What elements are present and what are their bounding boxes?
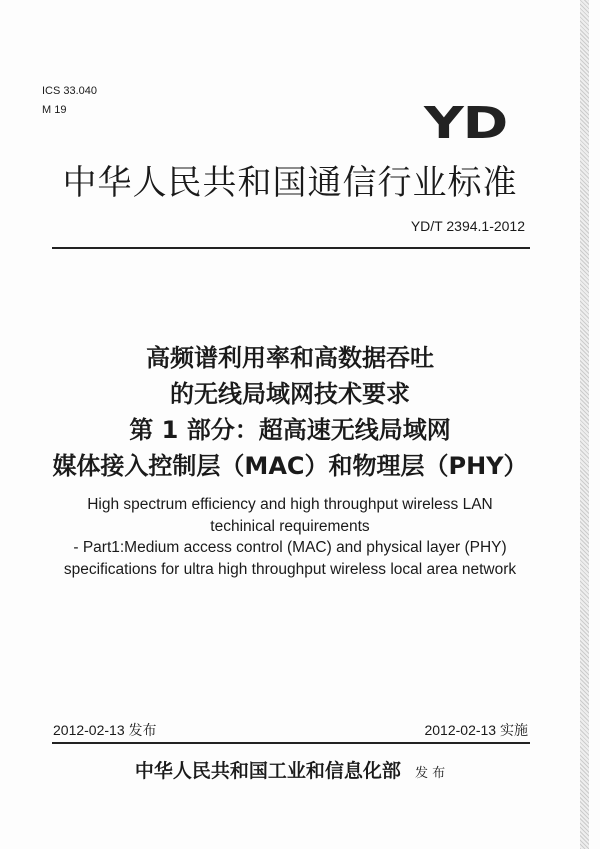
- yd-logo: YD: [424, 98, 507, 149]
- publish-date: 2012-02-13 发布: [53, 722, 157, 738]
- title-line: 的无线局域网技术要求: [170, 380, 410, 408]
- standard-type: 中华人民共和国通信行业标准: [62, 163, 518, 203]
- title-line: High spectrum efficiency and high throughput wireless LAN: [87, 496, 493, 513]
- document-number: YD/T 2394.1-2012: [410, 218, 525, 234]
- title-line: - Part1:Medium access control (MAC) and physical layer (PHY): [73, 539, 507, 556]
- publisher-name: 中华人民共和国工业和信息化部: [134, 760, 401, 782]
- title-line: specifications for ultra high throughput wireless local area network: [63, 560, 517, 578]
- publisher: [0, 756, 580, 783]
- publisher-suffix: 发 布: [414, 766, 446, 781]
- english-title: [0, 494, 580, 580]
- classification-codes: [42, 82, 97, 120]
- scan-edge: [580, 0, 589, 849]
- title-line: 第 1 部分：超高速无线局域网: [129, 416, 451, 444]
- header-divider: [52, 247, 530, 249]
- footer-divider: [52, 742, 530, 744]
- ics-code: ICS 33.040: [42, 85, 98, 97]
- ccs-code: M 19: [42, 104, 67, 116]
- title-line: techinical requirements: [210, 517, 370, 535]
- title-line: 高频谱利用率和高数据吞吐: [146, 344, 434, 372]
- implement-date: 2012-02-13 实施: [424, 722, 528, 738]
- title-line: 媒体接入控制层（MAC）和物理层（PHY）: [52, 452, 528, 480]
- chinese-title: [0, 340, 580, 484]
